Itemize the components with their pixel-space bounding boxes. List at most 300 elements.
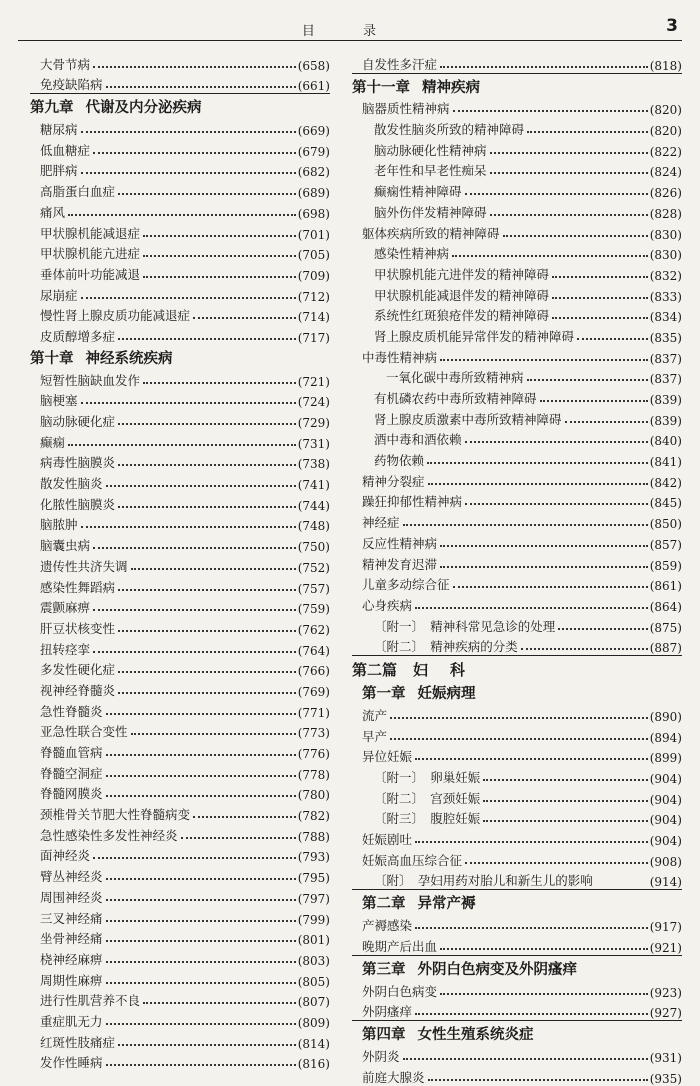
- dot-leader: [527, 131, 648, 133]
- toc-entry-page: (875): [649, 620, 682, 635]
- toc-entry-page: (840): [649, 434, 682, 449]
- part-heading: [352, 656, 682, 680]
- toc-entry-page: (701): [297, 227, 330, 242]
- toc-entry[interactable]: [352, 407, 682, 428]
- toc-entry[interactable]: [352, 573, 682, 594]
- toc-entry[interactable]: [30, 1051, 330, 1072]
- toc-entry-page: (797): [297, 891, 330, 906]
- toc-entry[interactable]: [30, 200, 330, 221]
- toc-entry-page: (712): [297, 289, 330, 304]
- toc-entry[interactable]: [30, 159, 330, 180]
- toc-entry-page: (748): [297, 519, 330, 534]
- dot-leader: [440, 359, 648, 361]
- dot-leader: [93, 152, 296, 154]
- toc-entry-page: (857): [649, 537, 682, 552]
- toc-entry-page: (780): [297, 788, 330, 803]
- toc-entry-title: 〔附三〕 腹腔妊娠: [374, 811, 481, 827]
- dot-leader: [483, 779, 647, 781]
- toc-entry[interactable]: [352, 242, 682, 263]
- toc-entry[interactable]: [30, 947, 330, 968]
- dot-leader: [118, 423, 296, 425]
- dot-leader: [440, 948, 648, 950]
- toc-entry-page: (904): [649, 792, 682, 807]
- toc-entry-title: 视神经脊髓炎: [40, 682, 116, 698]
- toc-entry[interactable]: [352, 934, 682, 955]
- toc-entry-title: 自发性多汗症: [362, 56, 438, 72]
- toc-entry[interactable]: [30, 138, 330, 159]
- toc-entry-page: (894): [649, 730, 682, 745]
- toc-entry-page: (830): [649, 227, 682, 242]
- toc-entry-page: (724): [297, 395, 330, 410]
- dot-leader: [453, 586, 648, 588]
- toc-entry-title: 早产: [362, 728, 388, 744]
- toc-entry[interactable]: [30, 678, 330, 699]
- toc-entry[interactable]: [30, 989, 330, 1010]
- toc-entry[interactable]: [30, 761, 330, 782]
- dot-leader: [483, 820, 647, 822]
- toc-entry-title: 心身疾病: [362, 597, 413, 613]
- toc-entry-title: 甲状腺机能亢进伴发的精神障碍: [374, 266, 550, 282]
- toc-entry-title: 周围神经炎: [40, 889, 103, 905]
- toc-entry-title: 尿崩症: [40, 287, 78, 303]
- toc-entry-title: 感染性舞蹈病: [40, 579, 116, 595]
- toc-entry[interactable]: [30, 575, 330, 596]
- toc-entry[interactable]: [352, 117, 682, 138]
- dot-leader: [143, 276, 296, 278]
- toc-entry-page: (741): [297, 478, 330, 493]
- toc-entry[interactable]: [352, 490, 682, 511]
- dot-leader: [428, 1079, 648, 1081]
- toc-entry-page: (899): [649, 751, 682, 766]
- toc-entry[interactable]: [30, 179, 330, 200]
- toc-entry-title: 大骨节病: [40, 56, 91, 72]
- dot-leader: [118, 506, 296, 508]
- dot-leader: [118, 692, 296, 694]
- dot-leader: [143, 235, 296, 237]
- chapter-heading: [30, 345, 330, 368]
- toc-entry-title: 精神发育迟滞: [362, 556, 438, 572]
- toc-entry[interactable]: [352, 138, 682, 159]
- toc-entry-title: 慢性肾上腺皮质功能减退症: [40, 308, 191, 324]
- toc-entry[interactable]: [30, 304, 330, 325]
- toc-entry-title: 遗传性共济失调: [40, 558, 128, 574]
- toc-entry-page: (837): [649, 351, 682, 366]
- toc-entry-title: 三叉神经痛: [40, 910, 103, 926]
- toc-entry-page: (698): [297, 206, 330, 221]
- toc-entry-page: (793): [297, 850, 330, 865]
- toc-entry[interactable]: [352, 366, 682, 387]
- toc-entry[interactable]: [30, 554, 330, 575]
- dot-leader: [143, 255, 296, 257]
- toc-entry[interactable]: [30, 533, 330, 554]
- toc-entry[interactable]: [30, 492, 330, 513]
- dot-leader: [483, 800, 647, 802]
- toc-entry[interactable]: [30, 409, 330, 430]
- dot-leader: [118, 1044, 296, 1046]
- dot-leader: [106, 940, 296, 942]
- part-number: 第二篇: [352, 661, 398, 680]
- toc-entry-page: (904): [649, 772, 682, 786]
- toc-entry-page: (816): [297, 1057, 330, 1072]
- chapter-heading: [352, 890, 682, 913]
- toc-entry-page: (824): [649, 165, 682, 180]
- dot-leader: [415, 607, 648, 609]
- toc-entry[interactable]: [352, 848, 682, 869]
- toc-entry-title: 面神经炎: [40, 848, 91, 864]
- toc-entry-title: 儿童多动综合征: [362, 577, 450, 593]
- toc-entry-page: (859): [649, 558, 682, 573]
- toc-entry-title: 脑动脉硬化性精神病: [374, 142, 487, 158]
- toc-entry[interactable]: [352, 807, 682, 828]
- dot-leader: [106, 754, 296, 756]
- toc-entry-title: 前庭大腺炎: [362, 1069, 425, 1085]
- toc-entry-title: 甲状腺机能减退症: [40, 225, 141, 241]
- toc-entry-title: 周期性麻痹: [40, 972, 103, 988]
- toc-entry[interactable]: [352, 428, 682, 449]
- toc-entry[interactable]: [352, 1044, 682, 1065]
- toc-entry-page: (757): [297, 581, 330, 596]
- toc-entry-page: (864): [649, 599, 682, 614]
- toc-entry-title: 化脓性脑膜炎: [40, 496, 116, 512]
- chapter-title: 精神疾病: [422, 78, 480, 96]
- toc-entry[interactable]: [30, 658, 330, 679]
- toc-entry-title: 外阴瘙痒: [362, 1004, 413, 1020]
- chapter-title: 代谢及内分泌疾病: [85, 99, 202, 117]
- toc-entry[interactable]: [30, 927, 330, 948]
- toc-entry-title: 急性脊髓炎: [40, 703, 103, 719]
- toc-entry-title: 晚期产后出血: [362, 938, 438, 954]
- toc-entry-title: 红斑性肢痛症: [40, 1034, 116, 1050]
- toc-entry-title: 坐骨神经痛: [40, 931, 103, 947]
- toc-entry[interactable]: [30, 430, 330, 451]
- toc-entry-title: 甲状腺机能减退伴发的精神障碍: [374, 287, 550, 303]
- toc-entry-title: 短暂性脑缺血发作: [40, 372, 141, 388]
- toc-right-column: [352, 52, 682, 1086]
- toc-entry[interactable]: [352, 345, 682, 366]
- toc-entry-title: 脊髓空洞症: [40, 765, 103, 781]
- toc-entry[interactable]: [30, 968, 330, 989]
- toc-entry[interactable]: [352, 510, 682, 531]
- toc-entry-title: 急性感染性多发性神经炎: [40, 827, 178, 843]
- toc-entry-title: 脊髓血管病: [40, 745, 103, 760]
- dot-leader: [118, 464, 296, 466]
- toc-left-column: [30, 52, 330, 1071]
- dot-leader: [540, 400, 648, 402]
- toc-entry-title: 妊娠剧吐: [362, 832, 413, 848]
- toc-entry[interactable]: [30, 73, 330, 94]
- toc-entry-title: 中毒性精神病: [362, 349, 438, 365]
- toc-entry[interactable]: [30, 117, 330, 138]
- toc-entry-page: (861): [649, 579, 682, 594]
- toc-entry[interactable]: [352, 283, 682, 304]
- toc-entry[interactable]: [352, 386, 682, 407]
- toc-entry-page: (717): [297, 330, 330, 345]
- toc-entry[interactable]: [352, 745, 682, 766]
- toc-entry-title: 散发性脑炎所致的精神障碍: [374, 122, 525, 138]
- toc-entry[interactable]: [352, 593, 682, 614]
- toc-entry[interactable]: [30, 1030, 330, 1051]
- dot-leader: [390, 738, 648, 740]
- toc-entry[interactable]: [352, 552, 682, 573]
- dot-leader: [415, 1013, 648, 1015]
- toc-entry[interactable]: [352, 635, 682, 656]
- toc-entry[interactable]: [30, 242, 330, 263]
- chapter-heading: [352, 74, 682, 97]
- toc-entry-page: (769): [297, 684, 330, 699]
- toc-entry-title: 甲状腺机能亢进症: [40, 246, 141, 262]
- toc-entry-title: 〔附一〕 精神科常见急诊的处理: [374, 618, 556, 634]
- chapter-title: 妊娠病理: [417, 685, 476, 703]
- toc-entry[interactable]: [352, 724, 682, 745]
- toc-entry-page: (842): [649, 475, 682, 490]
- chapter-title: 外阴白色病变及外阴瘙痒: [417, 960, 577, 978]
- toc-entry[interactable]: [352, 913, 682, 934]
- toc-entry-page: (714): [297, 310, 330, 325]
- toc-entry-title: 异位妊娠: [362, 749, 413, 765]
- toc-entry-title: 妊娠高血压综合征: [362, 852, 463, 868]
- toc-entry-page: (921): [649, 940, 682, 955]
- toc-entry-title: 老年性和早老性痴呆: [374, 163, 487, 179]
- dot-leader: [390, 717, 648, 719]
- toc-entry-title: 脑梗塞: [40, 393, 78, 409]
- toc-entry[interactable]: [30, 283, 330, 304]
- toc-entry-title: 多发性硬化症: [40, 662, 116, 678]
- dot-leader: [440, 66, 648, 68]
- toc-entry-title: 外阴炎: [362, 1048, 400, 1064]
- toc-entry-title: 〔附二〕 精神疾病的分类: [374, 639, 518, 655]
- toc-entry[interactable]: [352, 52, 682, 73]
- toc-entry[interactable]: [352, 262, 682, 283]
- toc-entry[interactable]: [30, 324, 330, 345]
- toc-entry[interactable]: [352, 869, 682, 890]
- dot-leader: [558, 628, 647, 630]
- chapter-number: 第三章: [362, 960, 406, 978]
- toc-entry-title: 扭转痉挛: [40, 641, 91, 657]
- toc-entry[interactable]: [30, 699, 330, 720]
- toc-entry[interactable]: [30, 782, 330, 803]
- toc-entry[interactable]: [30, 596, 330, 617]
- toc-entry-title: 外阴白色病变: [362, 983, 438, 999]
- toc-entry-page: (709): [297, 268, 330, 283]
- toc-entry-page: (782): [297, 809, 330, 824]
- dot-leader: [440, 993, 648, 995]
- toc-entry[interactable]: [352, 786, 682, 807]
- toc-entry-page: (788): [297, 829, 330, 844]
- toc-entry[interactable]: [352, 765, 682, 786]
- toc-entry-page: (773): [297, 726, 330, 741]
- toc-entry[interactable]: [352, 979, 682, 1000]
- toc-entry[interactable]: [352, 1000, 682, 1021]
- toc-entry[interactable]: [30, 616, 330, 637]
- dot-leader: [106, 920, 296, 922]
- toc-entry-title: 药物依赖: [374, 453, 425, 469]
- dot-leader: [440, 566, 648, 568]
- dot-leader: [440, 545, 648, 547]
- toc-entry-title: 反应性精神病: [362, 535, 438, 551]
- dot-leader: [465, 441, 648, 443]
- page-number: 3: [666, 16, 678, 36]
- toc-entry-title: 脑外伤伴发精神障碍: [374, 204, 487, 220]
- toc-entry[interactable]: [352, 221, 682, 242]
- toc-entry[interactable]: [30, 844, 330, 865]
- toc-entry-page: (887): [649, 641, 682, 656]
- toc-entry-title: 癫痫性精神障碍: [374, 184, 462, 200]
- toc-entry-title: 免疫缺陷病: [40, 77, 103, 93]
- toc-entry-page: (841): [649, 455, 682, 470]
- toc-entry-title: 病毒性脑膜炎: [40, 455, 116, 471]
- dot-leader: [415, 841, 648, 843]
- toc-entry-page: (832): [649, 268, 682, 283]
- toc-entry-page: (904): [649, 813, 682, 828]
- toc-entry-title: 脑脓肿: [40, 517, 78, 533]
- toc-entry-page: (839): [649, 413, 682, 428]
- toc-entry-title: 脑囊虫病: [40, 538, 91, 554]
- toc-entry-title: 糖尿病: [40, 122, 78, 138]
- toc-entry[interactable]: [30, 1009, 330, 1030]
- dot-leader: [131, 568, 296, 570]
- toc-entry[interactable]: [352, 469, 682, 490]
- toc-entry-title: 精神分裂症: [362, 473, 425, 489]
- toc-entry[interactable]: [352, 827, 682, 848]
- dot-leader: [106, 86, 296, 88]
- toc-entry[interactable]: [30, 637, 330, 658]
- toc-entry-page: (721): [297, 374, 330, 389]
- toc-entry[interactable]: [30, 221, 330, 242]
- dot-leader: [106, 982, 296, 984]
- toc-entry[interactable]: [352, 531, 682, 552]
- dot-leader: [577, 338, 648, 340]
- toc-entry-title: 痛风: [40, 204, 66, 220]
- header-title: 目 录: [301, 24, 399, 39]
- toc-entry[interactable]: [30, 802, 330, 823]
- dot-leader: [118, 193, 296, 195]
- chapter-heading: [352, 680, 682, 703]
- toc-entry[interactable]: [352, 1065, 682, 1086]
- dot-leader: [106, 878, 296, 880]
- toc-entry[interactable]: [30, 864, 330, 885]
- toc-entry[interactable]: [30, 740, 330, 761]
- toc-entry-page: (931): [649, 1050, 682, 1065]
- dot-leader: [465, 193, 648, 195]
- toc-entry-page: (818): [649, 58, 682, 73]
- toc-entry[interactable]: [30, 262, 330, 283]
- toc-entry-page: (689): [297, 186, 330, 201]
- toc-entry[interactable]: [30, 451, 330, 472]
- toc-entry-page: (927): [649, 1006, 682, 1021]
- toc-entry-page: (830): [649, 248, 682, 263]
- toc-entry-page: (682): [297, 165, 330, 180]
- dot-leader: [490, 152, 648, 154]
- toc-entry[interactable]: [30, 471, 330, 492]
- toc-entry-title: 肾上腺皮质激素中毒所致精神障碍: [374, 411, 562, 427]
- toc-entry-title: 神经症: [362, 515, 400, 531]
- toc-entry-page: (799): [297, 912, 330, 927]
- toc-entry[interactable]: [352, 159, 682, 180]
- toc-entry-page: (814): [297, 1036, 330, 1051]
- toc-entry[interactable]: [30, 513, 330, 534]
- dot-leader: [427, 462, 648, 464]
- toc-entry[interactable]: [352, 179, 682, 200]
- dot-leader: [503, 235, 648, 237]
- chapter-number: 第四章: [362, 1026, 406, 1044]
- toc-entry-title: 癫痫: [40, 434, 66, 450]
- toc-entry-title: 散发性脑炎: [40, 476, 103, 492]
- dot-leader: [452, 255, 648, 257]
- chapter-title: 女性生殖系统炎症: [417, 1026, 534, 1044]
- toc-entry[interactable]: [30, 885, 330, 906]
- toc-entry-title: 一氧化碳中毒所致精神病: [386, 370, 524, 386]
- dot-leader: [143, 382, 296, 384]
- toc-entry[interactable]: [352, 448, 682, 469]
- toc-entry-title: 颈椎骨关节肥大性脊髓病变: [40, 807, 191, 823]
- dot-leader: [81, 131, 296, 133]
- toc-entry-page: (917): [649, 920, 682, 935]
- toc-entry-title: 〔附一〕 卵巢妊娠: [374, 770, 481, 785]
- toc-entry-page: (669): [297, 124, 330, 139]
- toc-entry[interactable]: [352, 324, 682, 345]
- toc-entry[interactable]: [30, 906, 330, 927]
- dot-leader: [453, 110, 648, 112]
- toc-entry-page: (826): [649, 186, 682, 201]
- chapter-heading: [352, 1021, 682, 1044]
- toc-entry-title: 产褥感染: [362, 918, 413, 934]
- toc-entry-page: (738): [297, 457, 330, 472]
- toc-entry-page: (850): [649, 517, 682, 532]
- toc-entry-page: (679): [297, 144, 330, 159]
- dot-leader: [552, 317, 648, 319]
- toc-entry-page: (750): [297, 540, 330, 555]
- dot-leader: [106, 485, 296, 487]
- dot-leader: [81, 172, 296, 174]
- toc-entry-title: 系统性红斑狼疮伴发的精神障碍: [374, 308, 550, 324]
- toc-entry-title: 桡神经麻痹: [40, 951, 103, 967]
- toc-entry[interactable]: [30, 368, 330, 389]
- toc-entry-page: (923): [649, 985, 682, 1000]
- toc-entry[interactable]: [30, 389, 330, 410]
- toc-entry-page: (837): [649, 372, 682, 387]
- toc-entry-title: 高脂蛋白血症: [40, 184, 116, 200]
- chapter-number: 第十章: [30, 349, 74, 367]
- toc-entry-title: 臂丛神经炎: [40, 869, 103, 885]
- toc-entry-page: (658): [297, 58, 330, 73]
- toc-entry-page: (803): [297, 953, 330, 968]
- toc-entry[interactable]: [352, 200, 682, 221]
- toc-entry-page: (705): [297, 248, 330, 263]
- toc-entry[interactable]: [30, 52, 330, 73]
- toc-entry[interactable]: [352, 97, 682, 118]
- dot-leader: [552, 297, 648, 299]
- toc-entry-title: 亚急性联合变性: [40, 724, 128, 740]
- dot-leader: [403, 1058, 648, 1060]
- dot-leader: [465, 503, 648, 505]
- toc-entry-page: (776): [297, 747, 330, 761]
- toc-entry[interactable]: [352, 304, 682, 325]
- toc-entry[interactable]: [352, 703, 682, 724]
- toc-entry-title: 躯体疾病所致的精神障碍: [362, 225, 500, 241]
- dot-leader: [118, 630, 296, 632]
- toc-entry-page: (766): [297, 664, 330, 679]
- dot-leader: [465, 862, 648, 864]
- toc-entry[interactable]: [30, 720, 330, 741]
- dot-leader: [118, 338, 296, 340]
- toc-entry[interactable]: [30, 823, 330, 844]
- chapter-heading: [352, 956, 682, 979]
- dot-leader: [81, 526, 296, 528]
- chapter-heading: [30, 94, 330, 117]
- toc-entry-page: (795): [297, 871, 330, 886]
- dot-leader: [118, 589, 296, 591]
- toc-entry[interactable]: [352, 614, 682, 635]
